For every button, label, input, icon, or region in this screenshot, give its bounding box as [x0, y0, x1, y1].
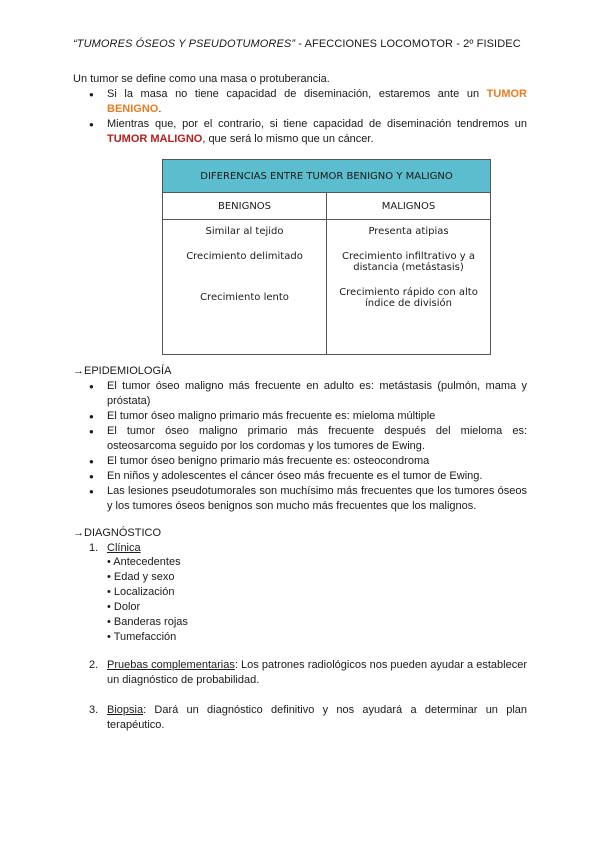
table-cell: Crecimiento rápido con alto índice de división	[339, 287, 478, 309]
pruebas-title: Pruebas complementarias	[107, 659, 235, 671]
column-header-malignant: MALIGNOS	[327, 193, 491, 220]
header-title-italic: “TUMORES ÓSEOS Y PSEUDOTUMORES”	[73, 38, 296, 50]
benign-column	[163, 220, 327, 355]
table-cell: Similar al tejido	[205, 226, 284, 237]
table-cell: Crecimiento infiltrativo y a distancia (metástasis)	[341, 251, 476, 273]
bullet-text-end: , que será lo mismo que un cáncer.	[202, 133, 374, 145]
list-item: • Banderas rojas	[107, 616, 188, 628]
page-header	[73, 38, 521, 50]
biopsia-title: Biopsia	[107, 704, 144, 716]
list-item: • Tumefacción	[107, 631, 177, 643]
malignant-column	[327, 220, 491, 355]
epidemiology-list	[73, 379, 527, 514]
column-header-benign: BENIGNOS	[163, 193, 327, 220]
list-number: 1.	[89, 542, 99, 554]
list-item: ● Las lesiones pseudotumorales son muchísimo más frecuentes que los tumores óseos y los tumores óseos benignos son mucho más frecuentes que los malignos.	[73, 484, 527, 514]
list-item: • Dolor	[107, 601, 141, 613]
list-number: 2.	[89, 659, 99, 671]
bullet-text-end: .	[158, 103, 162, 115]
list-item: ● El tumor óseo maligno primario más frecuente es: mieloma múltiple	[73, 409, 527, 424]
table-cell: Presenta atipias	[368, 226, 449, 237]
list-item: ● El tumor óseo benigno primario más frecuente es: osteocondroma	[73, 454, 527, 469]
bullet-text: Mientras que, por el contrario, si tiene capacidad de diseminación tendremos un	[107, 118, 527, 130]
clinica-sublist	[107, 555, 188, 645]
diagnosis-heading: →DIAGNÓSTICO	[73, 527, 162, 539]
differences-table	[162, 159, 491, 355]
table-title: DIFERENCIAS ENTRE TUMOR BENIGNO Y MALIGNO	[163, 160, 491, 193]
list-number: 3.	[89, 704, 99, 716]
intro-bullet-malignant	[73, 117, 527, 147]
list-item: • Localización	[107, 586, 175, 598]
intro-bullet-list	[73, 87, 527, 147]
list-item: ● El tumor óseo maligno más frecuente en adulto es: metástasis (pulmón, mama y próstata)	[73, 379, 527, 409]
epidemiology-heading: →EPIDEMIOLOGÍA	[73, 365, 172, 377]
pruebas-text: : Los patrones radiológicos nos pueden ayudar a establecer un diagnóstico de probabilidad.	[107, 659, 527, 686]
bullet-text: Si la masa no tiene capacidad de diseminación, estaremos ante un	[107, 88, 487, 100]
list-item: ● El tumor óseo maligno primario más frecuente después del mieloma es: osteosarcoma seguido por los cordomas y los tumores de Ewing.	[73, 424, 527, 454]
list-item: • Antecedentes	[107, 556, 181, 568]
list-item: • Edad y sexo	[107, 571, 175, 583]
intro-bullet-benign	[73, 87, 527, 117]
diagnosis-item-biopsia	[73, 703, 527, 733]
header-title-rest: - AFECCIONES LOCOMOTOR - 2º FISIDEC	[295, 38, 521, 50]
diagnosis-item-pruebas	[73, 658, 527, 688]
tumor-maligno-highlight: TUMOR MALIGNO	[107, 133, 203, 145]
table-cell: Crecimiento lento	[200, 292, 289, 303]
clinica-title: Clínica	[107, 542, 141, 554]
diagnosis-item-clinica	[73, 541, 527, 556]
intro-definition: Un tumor se define como una masa o protuberancia.	[73, 73, 330, 85]
biopsia-text: : Dará un diagnóstico definitivo y nos ayudará a determinar un plan terapéutico.	[107, 704, 527, 731]
list-item: ● En niños y adolescentes el cáncer óseo más frecuente es el tumor de Ewing.	[73, 469, 527, 484]
tumor-benigno-highlight: TUMOR BENIGNO	[107, 88, 527, 115]
table-cell: Crecimiento delimitado	[186, 251, 303, 262]
